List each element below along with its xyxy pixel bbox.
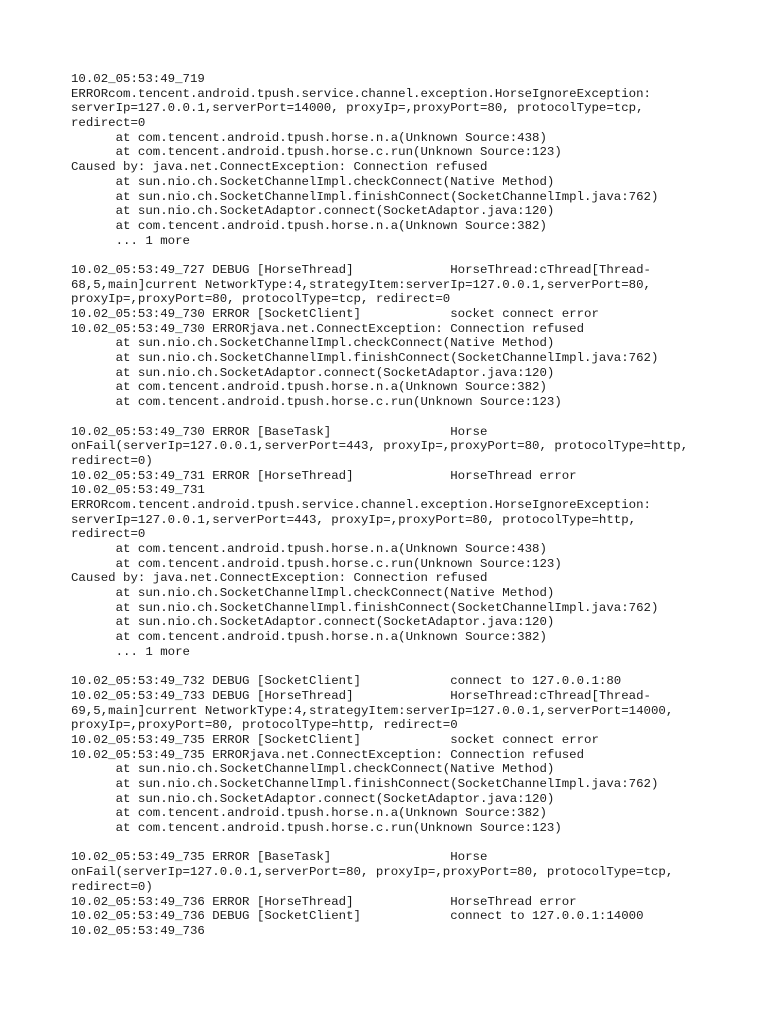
log-line: 10.02_05:53:49_731 ERROR [HorseThread] HorseThread error: [71, 468, 577, 483]
log-line: serverIp=127.0.0.1,serverPort=443, proxyIp=,proxyPort=80, protocolType=http,: [71, 512, 637, 527]
log-line: at sun.nio.ch.SocketChannelImpl.finishConnect(SocketChannelImpl.java:762): [71, 351, 659, 366]
log-line: ... 1 more: [71, 233, 190, 248]
log-line: at com.tencent.android.tpush.horse.n.a(Unknown Source:382): [71, 218, 547, 233]
log-line: proxyIp=,proxyPort=80, protocolType=tcp, redirect=0: [71, 292, 451, 307]
log-line: at sun.nio.ch.SocketChannelImpl.checkConnect(Native Method): [71, 336, 555, 351]
log-line: 69,5,main]current NetworkType:4,strategyItem:serverIp=127.0.0.1,serverPort=14000,: [71, 703, 674, 718]
log-line: at com.tencent.android.tpush.horse.n.a(Unknown Source:382): [71, 380, 547, 395]
log-line: at sun.nio.ch.SocketAdaptor.connect(SocketAdaptor.java:120): [71, 204, 555, 219]
log-line: Caused by: java.net.ConnectException: Connection refused: [71, 160, 488, 175]
log-line: 10.02_05:53:49_735 ERROR [BaseTask] Horse: [71, 850, 488, 865]
log-line: 10.02_05:53:49_732 DEBUG [SocketClient] connect to 127.0.0.1:80: [71, 674, 622, 689]
log-line: 10.02_05:53:49_727 DEBUG [HorseThread] HorseThread:cThread[Thread-: [71, 262, 651, 277]
log-line: 10.02_05:53:49_736 DEBUG [SocketClient] connect to 127.0.0.1:14000: [71, 909, 644, 924]
log-line: serverIp=127.0.0.1,serverPort=14000, proxyIp=,proxyPort=80, protocolType=tcp,: [71, 101, 644, 116]
log-line: at sun.nio.ch.SocketChannelImpl.finishConnect(SocketChannelImpl.java:762): [71, 189, 659, 204]
log-line: at sun.nio.ch.SocketChannelImpl.checkConnect(Native Method): [71, 586, 555, 601]
log-line: proxyIp=,proxyPort=80, protocolType=http, redirect=0: [71, 718, 458, 733]
log-line: at com.tencent.android.tpush.horse.n.a(Unknown Source:438): [71, 542, 547, 556]
log-line: at sun.nio.ch.SocketChannelImpl.finishConnect(SocketChannelImpl.java:762): [71, 777, 659, 791]
log-line: 10.02_05:53:49_730 ERROR [SocketClient] socket connect error: [71, 307, 599, 321]
log-line: ERRORcom.tencent.android.tpush.service.channel.exception.HorseIgnoreException:: [71, 497, 651, 512]
blank-line: [71, 660, 751, 675]
log-line: redirect=0): [71, 879, 153, 894]
log-line: ERRORcom.tencent.android.tpush.service.channel.exception.HorseIgnoreException:: [71, 86, 651, 101]
log-line: at sun.nio.ch.SocketAdaptor.connect(SocketAdaptor.java:120): [71, 615, 555, 630]
log-line: 10.02_05:53:49_735 ERRORjava.net.ConnectException: Connection refused: [71, 747, 585, 762]
log-line: onFail(serverIp=127.0.0.1,serverPort=443, proxyIp=,proxyPort=80, protocolType=http,: [71, 439, 689, 454]
log-line: at sun.nio.ch.SocketChannelImpl.finishConnect(SocketChannelImpl.java:762): [71, 600, 659, 615]
log-line: ... 1 more: [71, 644, 190, 659]
log-line: 10.02_05:53:49_730 ERROR [BaseTask] Horse: [71, 424, 488, 439]
log-line: 10.02_05:53:49_736 ERROR [HorseThread] HorseThread error: [71, 894, 577, 909]
log-line: at sun.nio.ch.SocketAdaptor.connect(SocketAdaptor.java:120): [71, 365, 555, 380]
log-line: Caused by: java.net.ConnectException: Connection refused: [71, 571, 488, 586]
log-line: at com.tencent.android.tpush.horse.c.run(Unknown Source:123): [71, 145, 562, 160]
blank-line: [71, 248, 751, 263]
log-line: at sun.nio.ch.SocketChannelImpl.checkConnect(Native Method): [71, 174, 555, 189]
log-line: redirect=0): [71, 453, 153, 468]
log-line: 10.02_05:53:49_730 ERRORjava.net.ConnectException: Connection refused: [71, 321, 585, 336]
log-line: at com.tencent.android.tpush.horse.c.run(Unknown Source:123): [71, 556, 562, 571]
log-line: at com.tencent.android.tpush.horse.c.run(Unknown Source:123): [71, 395, 562, 410]
log-document: [71, 72, 751, 939]
log-line: 10.02_05:53:49_736: [71, 923, 205, 938]
log-line: at com.tencent.android.tpush.horse.n.a(Unknown Source:382): [71, 806, 547, 821]
log-line: redirect=0: [71, 527, 146, 542]
blank-line: [71, 836, 751, 851]
log-line: at com.tencent.android.tpush.horse.c.run(Unknown Source:123): [71, 821, 562, 836]
blank-line: [71, 410, 751, 425]
log-line: at sun.nio.ch.SocketAdaptor.connect(SocketAdaptor.java:120): [71, 791, 555, 806]
log-line: at com.tencent.android.tpush.horse.n.a(Unknown Source:382): [71, 630, 547, 645]
log-line: 10.02_05:53:49_733 DEBUG [HorseThread] HorseThread:cThread[Thread-: [71, 688, 651, 703]
log-line: at com.tencent.android.tpush.horse.n.a(Unknown Source:438): [71, 130, 547, 145]
log-line: 10.02_05:53:49_731: [71, 483, 205, 498]
log-line: 10.02_05:53:49_719: [71, 72, 205, 86]
log-line: 68,5,main]current NetworkType:4,strategyItem:serverIp=127.0.0.1,serverPort=80,: [71, 277, 651, 292]
log-line: redirect=0: [71, 116, 146, 131]
log-line: onFail(serverIp=127.0.0.1,serverPort=80, proxyIp=,proxyPort=80, protocolType=tcp,: [71, 865, 674, 880]
log-line: 10.02_05:53:49_735 ERROR [SocketClient] socket connect error: [71, 732, 599, 747]
log-line: at sun.nio.ch.SocketChannelImpl.checkConnect(Native Method): [71, 762, 555, 777]
